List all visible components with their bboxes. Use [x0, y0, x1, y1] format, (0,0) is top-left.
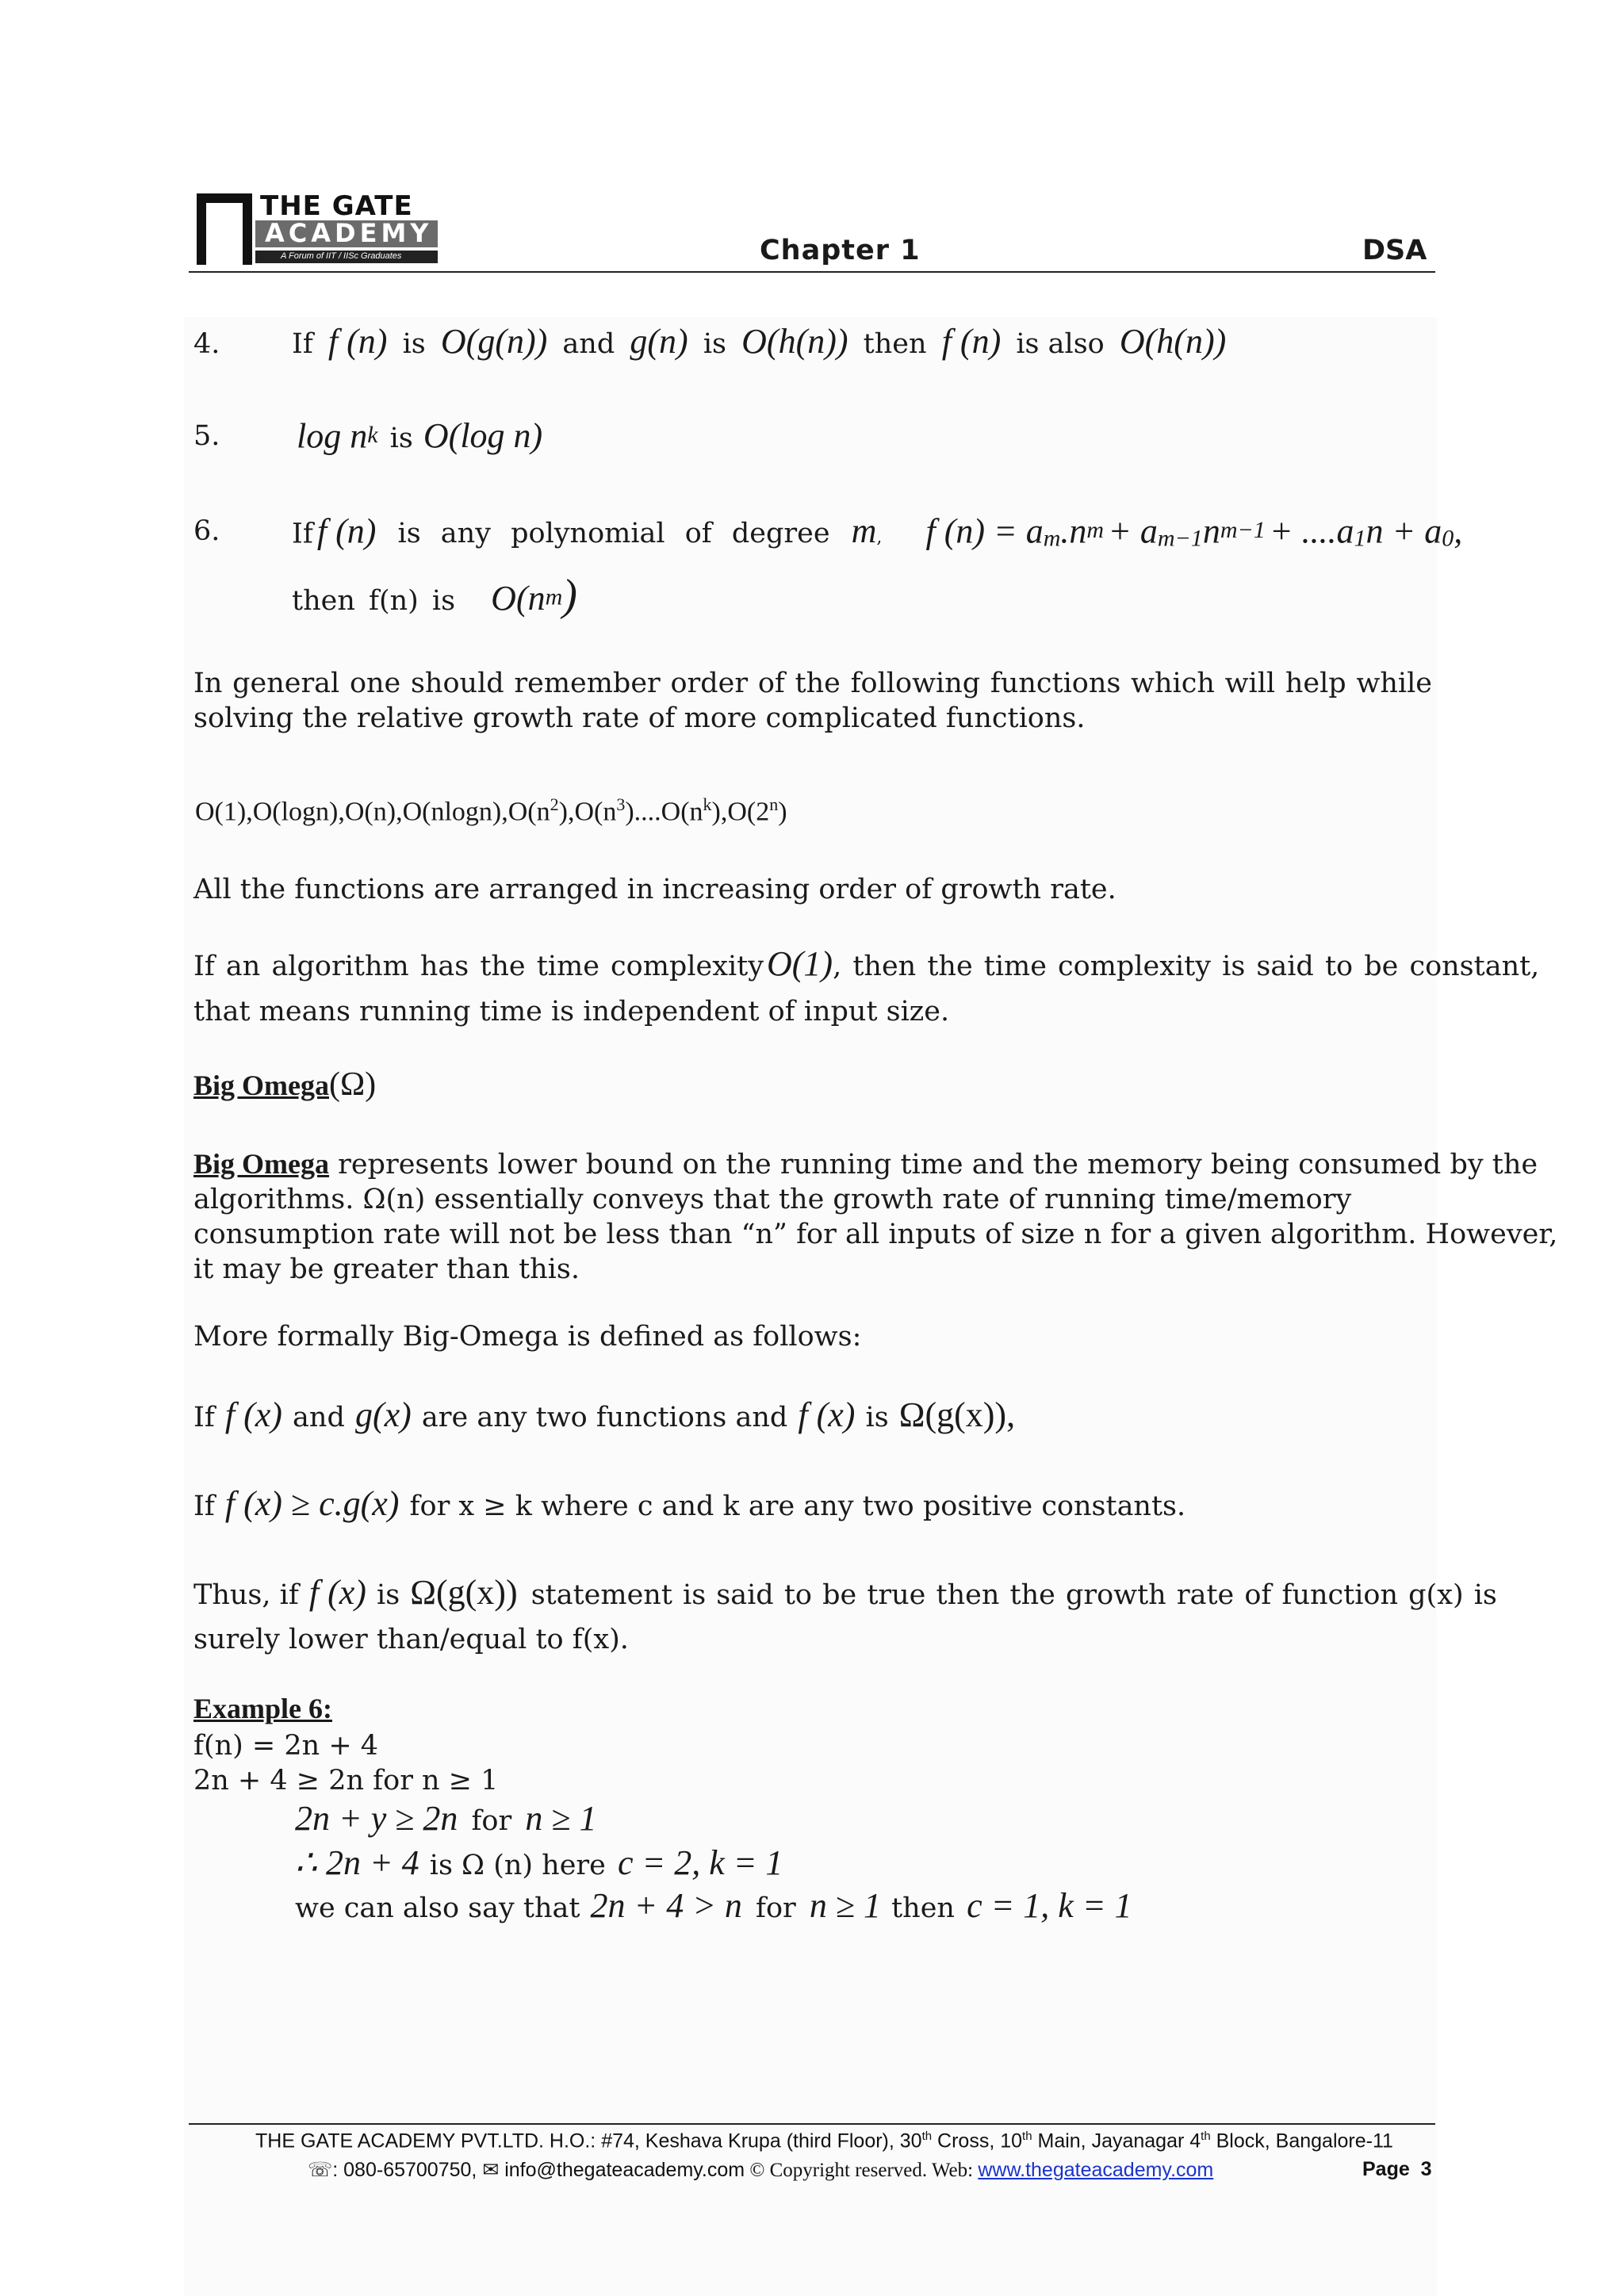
omega-thus: Thus, if f (x) is Ω(g(x)) statement is said to be true then the growth rate of function g(x) is: [193, 1573, 1497, 1612]
example-line-3: 2n + y ≥ 2n for n ≥ 1: [295, 1799, 597, 1838]
formally-text: More formally Big-Omega is defined as follows:: [193, 1321, 862, 1353]
example-line-2: 2n + 4 ≥ 2n for n ≥ 1: [193, 1765, 499, 1797]
item-5-content: $\log n^k$ is O(log n): [297, 416, 543, 456]
constant-line-2: that means running time is independent of input size.: [193, 996, 950, 1027]
omega-if-2: If f (x) ≥ c.g(x) for x ≥ k where c and k are any two positive constants.: [193, 1484, 1186, 1523]
constant-line: If an algorithm has the time complexityO(1), then the time complexity is said to be constant,: [193, 944, 1540, 983]
example-heading: Example 6:: [193, 1693, 332, 1724]
example-line-4: ∴ 2n + 4 is Ω (n) here c = 2, k = 1: [295, 1843, 783, 1882]
logo: [197, 192, 439, 266]
subject-label: DSA: [1362, 235, 1427, 266]
item-6: [193, 507, 220, 555]
example-line-5: we can also say that 2n + 4 > n for n ≥ 1 then c = 1, k = 1: [295, 1886, 1132, 1925]
item-number: 4.: [193, 328, 220, 360]
item-6-line1: If f (n) is any polynomial of degree m, f $(n) = a_m.n^m + a_{m-1}n^{m-1} + ....a_1n + a_0$,: [292, 511, 1463, 552]
logo-line1: THE GATE: [260, 190, 413, 222]
footer-rule: [189, 2123, 1435, 2125]
item-number: 5.: [193, 420, 220, 452]
item-4: [193, 320, 220, 368]
item-number: 6.: [193, 515, 220, 547]
website-link[interactable]: www.thegateacademy.com: [978, 2159, 1214, 2181]
item-5: [193, 412, 220, 460]
footer-contact: ☏: 080-65700750, ✉ info@thegateacademy.com © Copyright reserved. Web: www.thegateacademy.com: [308, 2159, 1214, 2181]
item-6-line2: then f(n) is $O(n^m)$: [292, 571, 577, 620]
logo-line2: ACADEMY: [265, 218, 433, 248]
footer-address: THE GATE ACADEMY PVT.LTD. H.O.: #74, Keshava Krupa (third Floor), 30th Cross, 10th Main, Jayanagar 4th Block, Bangalore-11: [255, 2130, 1393, 2152]
mail-icon: ✉: [482, 2159, 500, 2181]
growth-order: $O(1),O(\log n),O(n),O(nlogn),O(n^2),O(n^3)....O(n^k),O(2^n)$: [195, 794, 787, 827]
omega-thus-2: surely lower than/equal to f(x).: [193, 1624, 629, 1655]
arranged-text: All the functions are arranged in increasing order of growth rate.: [193, 874, 1116, 905]
omega-definition: Big Omega represents lower bound on the running time and the memory being consumed by the algorithms. Ω(n) essentially conveys that the growth rate of running time/memory consumption rate will not be less than “n” for all inputs of size n for a given algorithm. However, it may be greater than this.: [193, 1148, 1558, 1285]
example-line-1: f(n) = 2n + 4: [193, 1730, 379, 1762]
header-rule: [189, 271, 1435, 273]
chapter-label: Chapter 1: [760, 235, 921, 266]
item-4-content: If f (n) is O(g(n)) and g(n) is O(h(n)) then f (n) is also O(h(n)): [292, 322, 1227, 361]
omega-if-1: If f (x) and g(x) are any two functions and f (x) is Ω(g(x)),: [193, 1395, 1016, 1434]
omega-heading: Big Omega(Ω): [193, 1066, 377, 1103]
logo-tagline: A Forum of IIT / IISc Graduates: [281, 251, 402, 261]
general-paragraph: In general one should remember order of the following functions which will help while solving the relative growth rate of more complicated functions.: [193, 668, 1432, 734]
phone-icon: ☏: [308, 2159, 333, 2181]
page-number: Page 3: [1362, 2158, 1432, 2180]
